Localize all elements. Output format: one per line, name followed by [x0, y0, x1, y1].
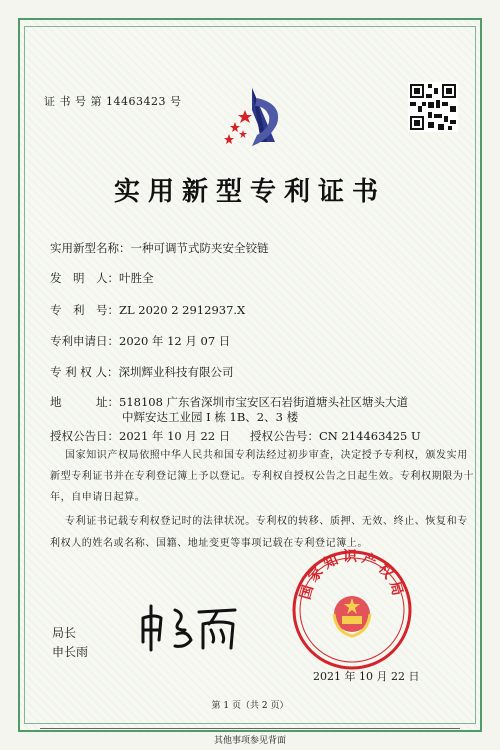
patent-number-row	[50, 302, 245, 318]
director-signature	[135, 600, 245, 655]
svg-text:国家知识产权局: 国家知识产权局	[297, 549, 407, 602]
address-label: 地 址：	[50, 395, 119, 409]
paragraph-1-line-3: 年，自申请日起算。	[50, 492, 146, 503]
filing-date-row	[50, 333, 230, 349]
address-row	[50, 394, 408, 410]
certificate-title: 实用新型专利证书	[113, 177, 386, 207]
grant-date-row	[50, 428, 230, 444]
director-title: 局长	[52, 626, 77, 640]
qr-code-icon	[408, 82, 458, 132]
inventor-value: 叶胜全	[119, 271, 154, 285]
paragraph-2-line-2: 利权人的姓名或名称、国籍、地址变更等事项记载在专利登记簿上。	[50, 538, 368, 549]
certificate-number-suffix: 号	[170, 95, 182, 108]
patent-number-label: 专 利 号：	[50, 303, 119, 317]
patentee-row	[50, 364, 233, 380]
paragraph-2-line-1: 专利证书记载专利权登记时的法律状况。专利权的转移、质押、无效、终止、恢复和专	[65, 516, 468, 527]
patent-number-value: ZL 2020 2 2912937.X	[119, 303, 246, 317]
certificate-number-label: 证 书 号 第	[44, 95, 102, 108]
grant-date-value: 2021 年 10 月 22 日	[119, 429, 231, 443]
paragraph-1-line-2: 新型专利证书并在专利登记簿上予以登记。专利权自授权公告之日起生效。专利权期限为十	[50, 471, 474, 482]
utility-model-name-row	[50, 240, 269, 256]
utility-model-name-label: 实用新型名称：	[50, 241, 131, 255]
utility-model-name-value: 一种可调节式防夹安全铰链	[130, 241, 269, 255]
page-indicator: 第 1 页（共 2 页）	[211, 701, 289, 711]
certificate-number-value: 14463423	[106, 95, 166, 108]
footer-note: 其他事项参见背面	[213, 736, 286, 746]
grant-number-value: CN 214463425 U	[319, 429, 421, 443]
official-seal	[290, 548, 414, 672]
seal-date: 2021 年 10 月 22 日	[313, 670, 420, 683]
grant-number-row	[250, 428, 421, 444]
paragraph-1-line-1: 国家知识产权局依照中华人民共和国专利法经过初步审查，决定授予专利权，颁发实用	[65, 450, 468, 461]
inventor-row	[50, 270, 154, 286]
filing-date-value: 2020 年 12 月 07 日	[119, 334, 231, 348]
footer-divider	[40, 728, 460, 729]
filing-date-label: 专利申请日：	[50, 334, 119, 348]
grant-number-label: 授权公告号：	[250, 429, 319, 443]
address-line-2: 中辉安达工业园 I 栋 1B、2、3 楼	[122, 410, 299, 424]
patentee-label: 专 利 权 人：	[50, 365, 119, 379]
address-line-1: 518108 广东省深圳市宝安区石岩街道塘头社区塘头大道	[119, 395, 409, 409]
cnipa-logo-icon	[205, 80, 300, 155]
certificate-number	[44, 93, 182, 109]
director-name: 申长雨	[52, 645, 89, 659]
patentee-value: 深圳辉业科技有限公司	[118, 365, 234, 379]
inventor-label: 发 明 人：	[50, 271, 119, 285]
grant-date-label: 授权公告日：	[50, 429, 119, 443]
national-emblem-icon	[334, 596, 370, 636]
